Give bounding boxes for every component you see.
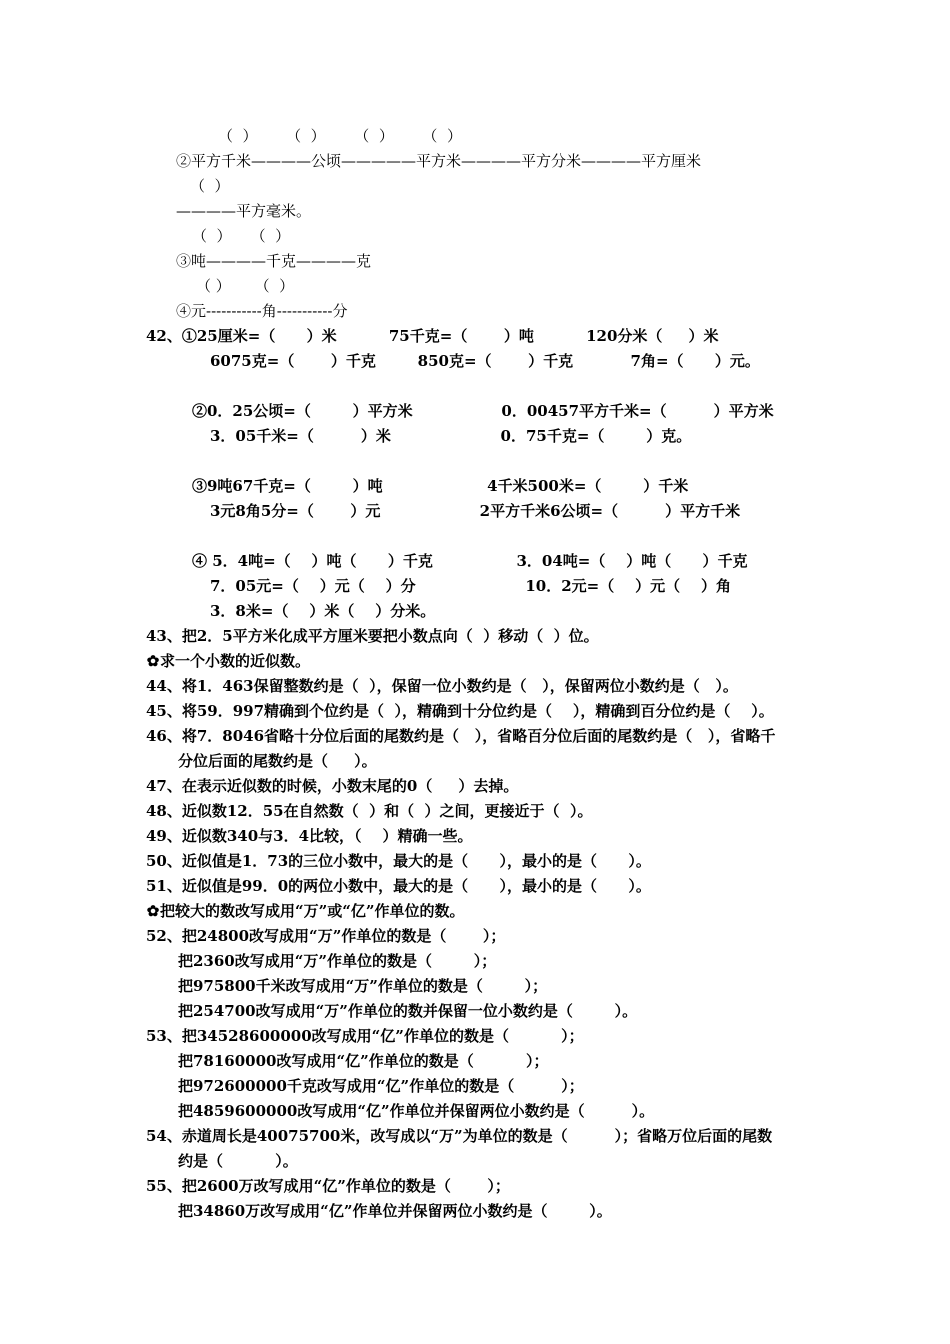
blank-row-2: （ ） — [190, 177, 230, 195]
section-rewrite-text: 把较大的数改写成用“万”或“亿”作单位的数。 — [160, 902, 465, 920]
question-52-c: 把975800千米改写成用“万”作单位的数是（ ）； — [178, 977, 548, 995]
question-55-b: 把34860万改写成用“亿”作单位并保留两位小数约是（ ）。 — [178, 1202, 612, 1220]
question-42-row-3: ②0．25公顷=（ ）平方米 0．00457平方千米=（ ）平方米 — [192, 402, 774, 420]
question-54-line-2: 约是（ ）。 — [178, 1152, 298, 1170]
unit-chain-area-cont: ————平方毫米。 — [176, 202, 312, 220]
section-rewrite-heading — [146, 901, 465, 921]
question-42-row-2: 6075克=（ ）千克 850克=（ ）千克 7角=（ ）元。 — [210, 352, 760, 370]
question-53-c: 把972600000千克改写成用“亿”作单位的数是（ ）； — [178, 1077, 584, 1095]
question-43: 43、把2．5平方米化成平方厘米要把小数点向（ ）移动（ ）位。 — [146, 627, 599, 645]
question-54-line-1: 54、赤道周长是40075700米，改写成以“万”为单位的数是（ ）；省略万位后面的尾数 — [146, 1127, 773, 1145]
blank-row-4: （ ） （ ） — [196, 277, 295, 295]
question-53-a: 53、把34528600000改写成用“亿”作单位的数是（ ）； — [146, 1027, 584, 1045]
section-approximate-text: 求一个小数的近似数。 — [160, 652, 311, 670]
unit-chain-area: ②平方千米————公顷—————平方米————平方分米————平方厘米 — [176, 152, 702, 170]
question-42-row-4: 3．05千米=（ ）米 0．75千克=（ ）克。 — [210, 427, 692, 445]
blank-row-3: （ ） （ ） — [192, 227, 291, 245]
question-42-row-7: ④ 5．4吨=（ ）吨（ ）千克 3．04吨=（ ）吨（ ）千克 — [192, 552, 748, 570]
question-52-a: 52、把24800改写成用“万”作单位的数是（ ）； — [146, 927, 506, 945]
flower-bullet-icon: ✿ — [146, 902, 160, 920]
question-46-line-2: 分位后面的尾数约是（ ）。 — [178, 752, 377, 770]
question-45: 45、将59．997精确到个位约是（ ），精确到十分位约是（ ），精确到百分位约是（ ）。 — [146, 702, 774, 720]
question-49: 49、近似数340与3．4比较，（ ）精确一些。 — [146, 827, 473, 845]
question-46-line-1: 46、将7．8046省略十分位后面的尾数约是（ ），省略百分位后面的尾数约是（ ），省略千 — [146, 727, 776, 745]
question-51: 51、近似值是99．0的两位小数中，最大的是（ ），最小的是（ ）。 — [146, 877, 651, 895]
question-44: 44、将1．463保留整数约是（ ），保留一位小数约是（ ），保留两位小数约是（ ）。 — [146, 677, 738, 695]
question-52-d: 把254700改写成用“万”作单位的数并保留一位小数约是（ ）。 — [178, 1002, 638, 1020]
unit-chain-mass: ③吨————千克————克 — [176, 252, 372, 270]
flower-bullet-icon: ✿ — [146, 652, 160, 670]
question-52-b: 把2360改写成用“万”作单位的数是（ ）； — [178, 952, 497, 970]
question-42-row-6: 3元8角5分=（ ）元 2平方千米6公顷=（ ）平方千米 — [210, 502, 741, 520]
question-42-row-8: 7．05元=（ ）元（ ）分 10．2元=（ ）元（ ）角 — [210, 577, 731, 595]
blank-row-1: （ ） （ ） （ ） （ ） — [218, 127, 462, 145]
question-55-a: 55、把2600万改写成用“亿”作单位的数是（ ）； — [146, 1177, 510, 1195]
section-approximate-heading — [146, 651, 310, 671]
question-47: 47、在表示近似数的时候，小数末尾的0（ ）去掉。 — [146, 777, 519, 795]
unit-chain-money: ④元-----------角-----------分 — [176, 302, 348, 320]
question-42-row-9: 3．8米=（ ）米（ ）分米。 — [210, 602, 436, 620]
question-42-row-1: 42、①25厘米=（ ）米 75千克=（ ）吨 120分米（ ）米 — [146, 327, 719, 345]
question-53-d: 把4859600000改写成用“亿”作单位并保留两位小数约是（ ）。 — [178, 1102, 655, 1120]
question-53-b: 把78160000改写成用“亿”作单位的数是（ ）； — [178, 1052, 549, 1070]
question-48: 48、近似数12．55在自然数（ ）和（ ）之间，更接近于（ ）。 — [146, 802, 593, 820]
question-42-row-5: ③9吨67千克=（ ）吨 4千米500米=（ ）千米 — [192, 477, 689, 495]
question-50: 50、近似值是1．73的三位小数中，最大的是（ ），最小的是（ ）。 — [146, 852, 651, 870]
